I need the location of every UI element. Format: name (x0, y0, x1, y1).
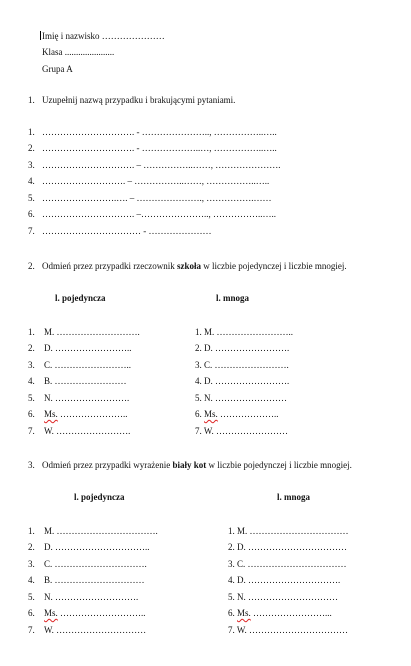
plural-case-blank (195, 344, 289, 353)
case-number: 6. (228, 608, 237, 618)
plural-case-blank (228, 543, 347, 552)
list-item (28, 210, 276, 219)
answer-blank: 3. C. …………………………… (228, 559, 347, 569)
answer-blank: B. ………………………… (44, 575, 145, 585)
answer-blank: …………………………. – ……………..……, …………………. (42, 160, 281, 170)
answer-blank: B. …………………… (44, 376, 127, 386)
singular-case-blank (44, 344, 132, 353)
singular-case-blank (44, 543, 150, 552)
answer-blank: 4. D. ……………………. (195, 376, 290, 386)
row-number: 3. (28, 559, 35, 569)
class-line: Klasa ...................... (42, 47, 115, 57)
singular-case-blank (44, 527, 158, 536)
singular-case-blank (44, 394, 129, 403)
answer-blank: 1. M. …………………………… (228, 526, 349, 536)
answer-blank: N. ………………………. (44, 592, 139, 602)
list-item (28, 144, 277, 153)
row-number: 6. (28, 409, 35, 419)
singular-case-blank (44, 593, 138, 602)
case-number: 6. (195, 409, 204, 419)
singular-case-blank (44, 576, 145, 585)
row-number: 2. (28, 542, 35, 552)
group-line: Grupa A (42, 64, 73, 74)
answer-blank: ……………….. (217, 409, 279, 419)
plural-case-blank (228, 576, 340, 585)
row-number: 7. (28, 426, 35, 436)
answer-blank: 7. W. …………………………… (228, 625, 349, 635)
list-item (28, 161, 281, 170)
row-number: 1. (28, 127, 35, 137)
answer-blank: …………………………… - ………………… (42, 226, 212, 236)
plural-case-blank (195, 410, 279, 419)
plural-case-blank (195, 377, 289, 386)
row-number: 4. (28, 575, 35, 585)
row-number: 1. (28, 526, 35, 536)
answer-blank: …………………………. - ………………..…, ……………..….. (42, 143, 277, 153)
list-item (28, 177, 269, 186)
answer-blank: 1. M. …………………….. (195, 327, 294, 337)
answer-blank: ………………….. (57, 409, 128, 419)
plural-case-blank (228, 609, 332, 618)
row-number: 4. (28, 176, 35, 186)
answer-blank: D. ………………………….. (44, 542, 150, 552)
answer-blank: 4. D. …………………………. (228, 575, 341, 585)
answer-blank: N. ……………………. (44, 393, 130, 403)
singular-case-blank (44, 361, 131, 370)
plural-case-blank (228, 527, 349, 536)
answer-blank: ………………………. – ……………..……, ……………..….. (42, 176, 270, 186)
row-number: 4. (28, 376, 35, 386)
singular-case-blank (44, 427, 130, 436)
case-abbrev: Ms. (44, 409, 58, 419)
case-abbrev: Ms. (237, 608, 251, 618)
task1-instruction: 1. Uzupełnij nazwą przypadku i brakującymi pytaniami. (28, 95, 236, 105)
answer-blank: 5. N. ………………………… (228, 592, 338, 602)
plural-case-blank (228, 626, 348, 635)
text-cursor (40, 31, 41, 40)
singular-case-blank (44, 377, 127, 386)
plural-case-blank (228, 593, 338, 602)
singular-case-blank (44, 626, 146, 635)
answer-blank: 2. D. ……………………. (195, 343, 290, 353)
plural-case-blank (195, 427, 288, 436)
row-number: 6. (28, 608, 35, 618)
plural-case-blank (228, 560, 347, 569)
row-number: 3. (28, 360, 35, 370)
answer-blank: ……………………... (250, 608, 332, 618)
answer-blank: 5. N. …………………… (195, 393, 287, 403)
plural-case-blank (195, 328, 293, 337)
task3-col-singular: l. pojedyncza (74, 492, 125, 502)
answer-blank: …………………………. - ………………….., ……………..….. (42, 127, 277, 137)
singular-case-blank (44, 328, 140, 337)
row-number: 3. (28, 160, 35, 170)
task3-col-plural: l. mnoga (277, 492, 311, 502)
answer-blank: W. ……………………. (44, 426, 131, 436)
answer-blank: 7. W. …………………… (195, 426, 289, 436)
singular-case-blank (44, 609, 146, 618)
answer-blank: D. …………………….. (44, 343, 132, 353)
answer-blank: 3. C. ……………………. (195, 360, 289, 370)
answer-blank: …………………………. –………………….., ……………..….. (42, 209, 276, 219)
row-number: 5. (28, 592, 35, 602)
row-number: 7. (28, 226, 35, 236)
row-number: 5. (28, 193, 35, 203)
answer-blank: M. ……………………………. (44, 526, 158, 536)
row-number: 2. (28, 143, 35, 153)
row-number: 5. (28, 393, 35, 403)
row-number: 6. (28, 209, 35, 219)
row-number: 2. (28, 343, 35, 353)
answer-blank: ……………………….. (57, 608, 146, 618)
answer-blank: M. ………………………. (44, 327, 140, 337)
task2-instruction: 2. Odmień przez przypadki rzeczownik szkoła w liczbie pojedynczej i liczbie mnogiej. (28, 261, 347, 271)
row-number: 1. (28, 327, 35, 337)
plural-case-blank (195, 361, 289, 370)
singular-case-blank (44, 410, 128, 419)
case-abbrev: Ms. (44, 608, 58, 618)
name-line: Imię i nazwisko ………………… (42, 31, 165, 41)
task2-col-singular: l. pojedyncza (55, 293, 106, 303)
answer-blank: C. …………………………. (44, 559, 147, 569)
task3-instruction: 3. Odmień przez przypadki wyrażenie biały kot w liczbie pojedynczej i liczbie mnogiej. (28, 460, 352, 470)
answer-blank: W. ………………………… (44, 625, 147, 635)
case-abbrev: Ms. (204, 409, 218, 419)
list-item (28, 194, 272, 203)
row-number: 7. (28, 625, 35, 635)
list-item (28, 227, 212, 236)
answer-blank: C. …………………….. (44, 360, 132, 370)
singular-case-blank (44, 560, 147, 569)
answer-blank: 2. D. …………………………… (228, 542, 347, 552)
task2-col-plural: l. mnoga (216, 293, 250, 303)
plural-case-blank (195, 394, 287, 403)
list-item (28, 128, 277, 137)
answer-blank: …………………….…. – …………………., …………….…… (42, 193, 272, 203)
